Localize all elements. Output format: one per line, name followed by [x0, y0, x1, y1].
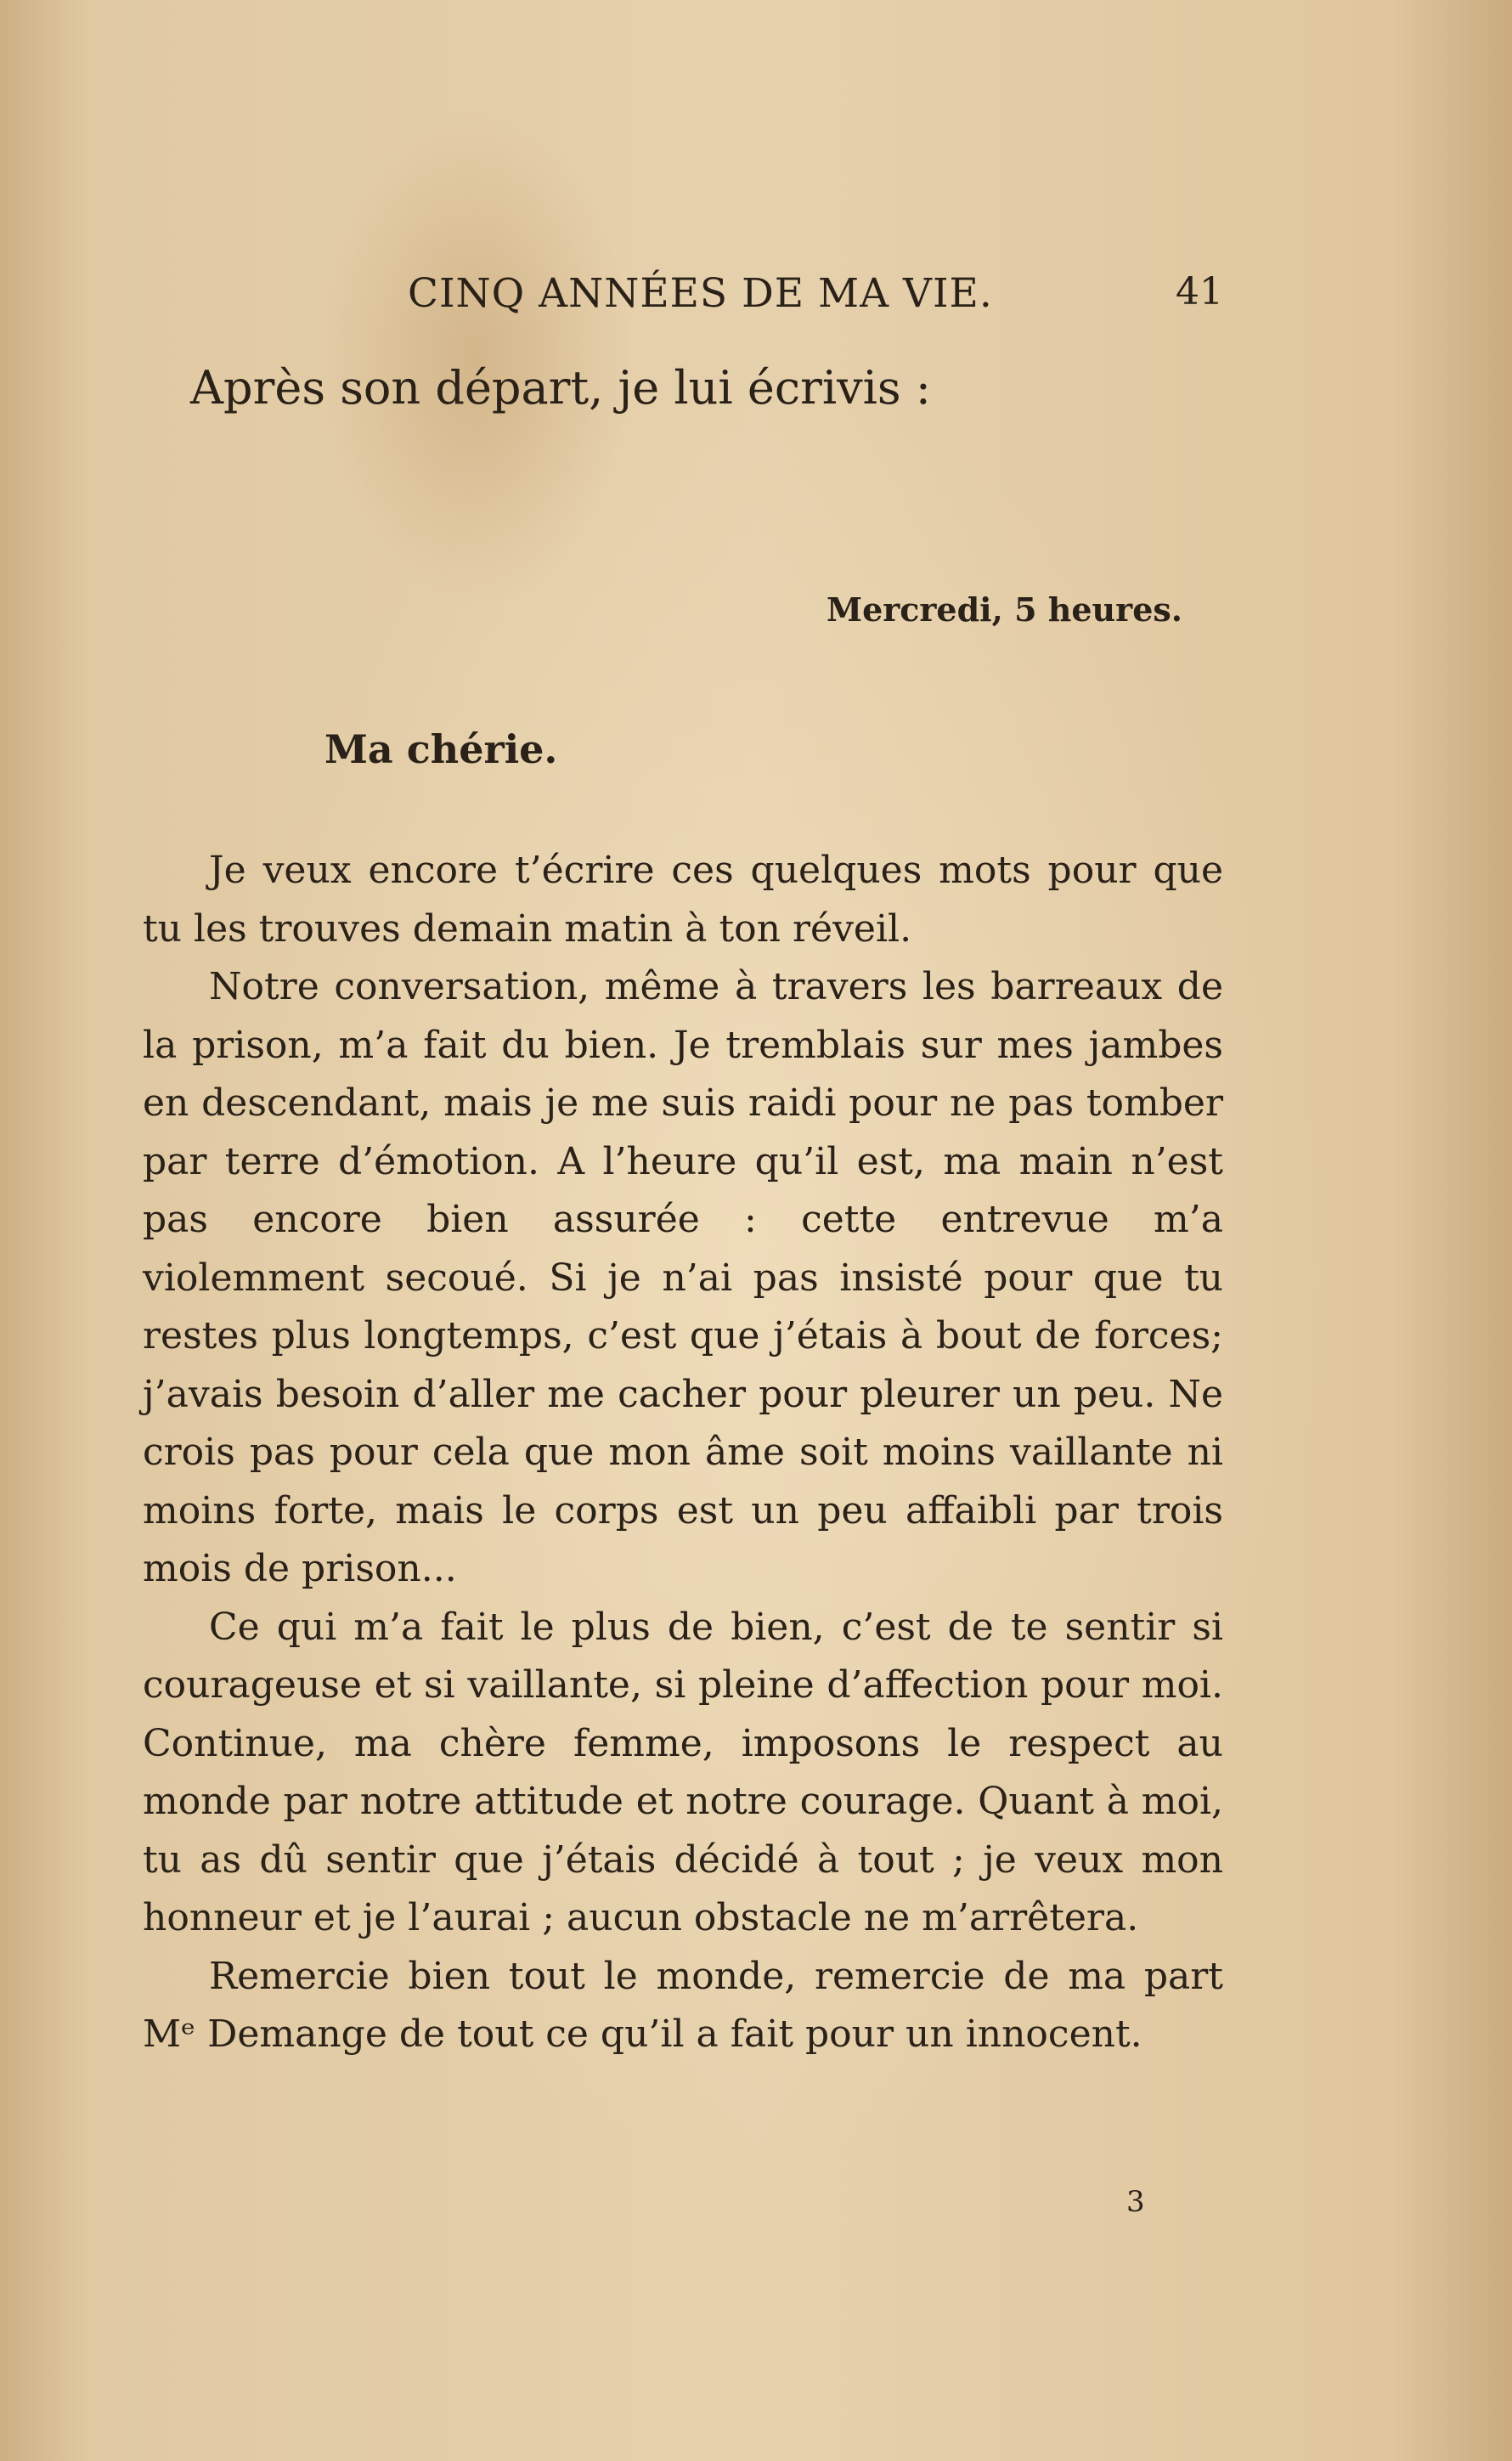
signature-mark: 3	[1126, 2185, 1145, 2219]
paragraph: Ce qui m’a fait le plus de bien, c’est de te sentir si courageuse et si vaillante, si pleine d’affection pour moi. Continue, ma chère femme, imposons le respect au monde par notre attitude et notre courage. Quant à moi, tu as dû sentir que j’étais décidé à tout ; je veux mon honneur et je l’aurai ; aucun obstacle ne m’arrêtera.	[143, 1605, 1223, 1939]
letter-dateline: Mercredi, 5 heures.	[827, 590, 1182, 629]
page-header	[408, 270, 1223, 321]
paragraph: Notre conversation, même à travers les barreaux de la prison, m’a fait du bien. Je tremblais sur mes jambes en descendant, mais je me suis raidi pour ne pas tomber par terre d’émotion. A l’heure qu’il est, ma main n’est pas encore bien assurée : cette entrevue m’a violemment secoué. Si je n’ai pas insisté pour que tu restes plus longtemps, c’est que j’étais à bout de forces; j’avais besoin d’aller me cacher pour pleurer un peu. Ne crois pas pour cela que mon âme soit moins vaillante ni moins forte, mais le corps est un peu affaibli par trois mois de prison...	[143, 965, 1223, 1590]
paragraph: Je veux encore t’écrire ces quelques mots pour que tu les trouves demain matin à ton réveil.	[143, 849, 1223, 951]
letter-salutation: Ma chérie.	[324, 726, 558, 772]
running-title: CINQ ANNÉES DE MA VIE.	[408, 270, 993, 317]
intro-line: Après son départ, je lui écrivis :	[190, 361, 931, 415]
letter-body	[143, 842, 1223, 2064]
page-number: 41	[1176, 270, 1223, 313]
paragraph: Remercie bien tout le monde, remercie de ma part Mᵉ Demange de tout ce qu’il a fait pour un innocent.	[143, 1954, 1223, 2056]
